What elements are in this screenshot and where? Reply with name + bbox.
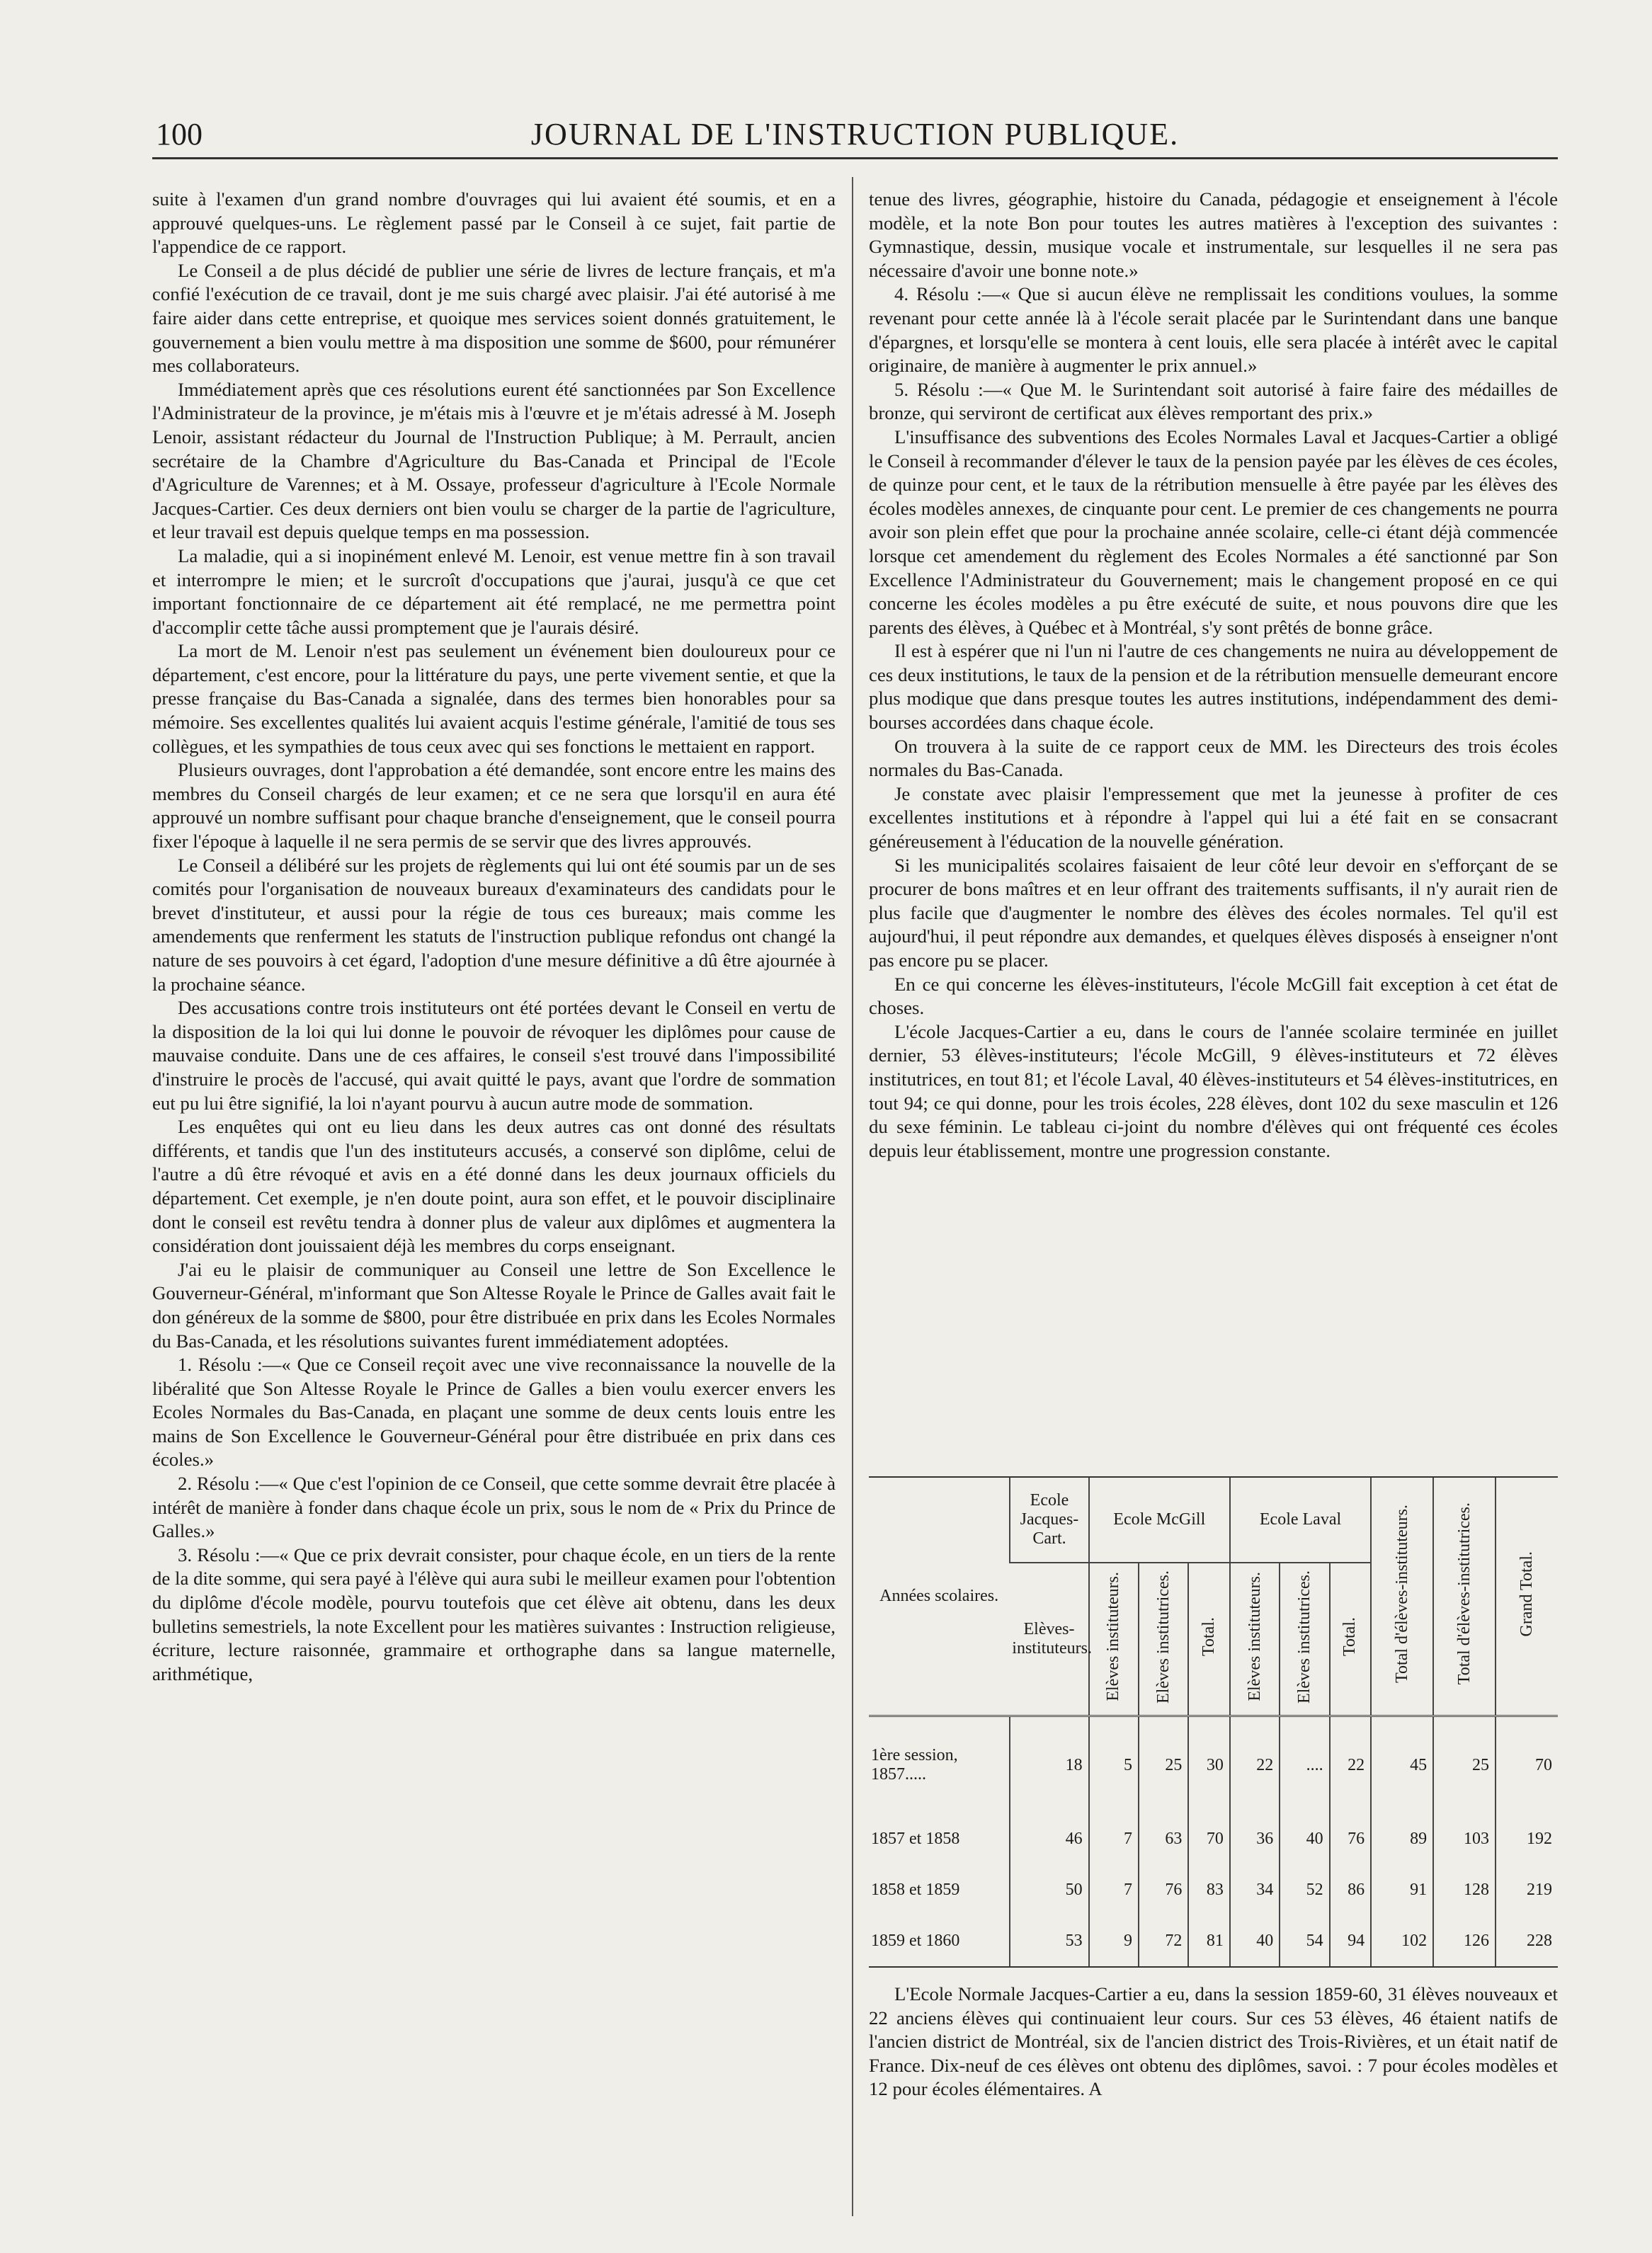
- cell-gt: 219: [1496, 1864, 1558, 1915]
- header-laval-total: Total.: [1340, 1617, 1360, 1656]
- cell-lv_i: 34: [1230, 1864, 1280, 1915]
- cell-t_i: 89: [1371, 1813, 1433, 1864]
- cell-lv_t: 94: [1330, 1915, 1372, 1966]
- cell-mg_t: 30: [1188, 1716, 1230, 1814]
- cell-t_f: 103: [1433, 1813, 1496, 1864]
- cell-mg_f: 76: [1139, 1864, 1188, 1915]
- header-laval-institutrices: Elèves institutrices.: [1294, 1570, 1314, 1704]
- table-row: [869, 1813, 1558, 1864]
- paragraph: J'ai eu le plaisir de communiquer au Conseil une lettre de Son Excellence le Gouverneur-Général, m'informant que Son Altesse Royale le Prince de Galles avait fait le don généreux de la somme de $800, pour être distribuée en prix dans les Ecoles Normales du Bas-Canada, et les résolutions suivantes furent immédiatement adoptées.: [152, 1258, 836, 1352]
- cell-gt: 228: [1496, 1915, 1558, 1966]
- header-mcgill: Ecole McGill: [1089, 1478, 1230, 1563]
- header-laval: Ecole Laval: [1230, 1478, 1371, 1563]
- paragraph: 5. Résolu :—« Que M. le Surintendant soit autorisé à faire faire des médailles de bronze, qui serviront de certificat aux élèves remportant des prix.»: [869, 378, 1558, 424]
- table-row: [869, 1716, 1558, 1814]
- paragraph: La maladie, qui a si inopinément enlevé M. Lenoir, est venue mettre fin à son travail et interrompre le mien; et le surcroît d'occupations que j'aurai, jusqu'à ce que cet important fonctionnaire de ce département ait été remplacé, ne me permettra point d'accomplir cette tâche aussi promptement que je l'aurais désiré.: [152, 544, 836, 638]
- paragraph: Immédiatement après que ces résolutions eurent été sanctionnées par Son Excellence l'Administrateur de la province, je m'étais mis à l'œuvre et je m'étais adressé à M. Joseph Lenoir, assistant rédacteur du Journal de l'Instruction Publique; à M. Perrault, ancien secrétaire de la Chambre d'Agriculture du Bas-Canada et Principal de l'Ecole d'Agriculture de Varennes; et à M. Ossaye, professeur d'agriculture à l'Ecole Normale Jacques-Cartier. Ces deux derniers ont bien voulu se charger de la partie de l'agriculture, et leur travail est depuis quelque temps en ma possession.: [152, 378, 836, 543]
- paragraph: Je constate avec plaisir l'empressement que met la jeunesse à profiter de ces excellentes institutions et à répondre à l'appel qui lui a été fait en se consacrant généreusement à l'éducation de la nouvelle génération.: [869, 782, 1558, 852]
- header-jc-eleves: Elèves-instituteurs.: [1012, 1620, 1092, 1658]
- paragraph: Plusieurs ouvrages, dont l'approbation a été demandée, sont encore entre les mains des membres du Conseil chargés de leur examen; et ce ne sera que lorsqu'il en aura été approuvé un nombre suffisant pour chaque branche d'enseignement, que le conseil pourra fixer l'époque à laquelle il ne sera permis de se servir que des livres approuvés.: [152, 759, 836, 852]
- column-divider: [852, 177, 853, 2216]
- paragraph: Il est à espérer que ni l'un ni l'autre de ces changements ne nuira au développement de ces deux institutions, le taux de la pension et de la rétribution mensuelle demeurant encore plus modique que dans presque toutes les autres institutions, indépendamment des demi-bourses accordées dans chaque école.: [869, 640, 1558, 734]
- header-laval-instituteurs: Elèves instituteurs.: [1245, 1572, 1264, 1701]
- cell-jc: 18: [1010, 1716, 1088, 1814]
- cell-lv_f: 54: [1280, 1915, 1329, 1966]
- cell-lv_i: 40: [1230, 1915, 1280, 1966]
- paragraph: L'Ecole Normale Jacques-Cartier a eu, dans la session 1859-60, 31 élèves nouveaux et 22 anciens élèves qui continuaient leur cours. Sur ces 53 élèves, 46 étaient natifs de l'ancien district de Montréal, six de l'ancien district des Trois-Rivières, et un était natif de France. Dix-neuf de ces élèves ont obtenu des diplômes, savoi. : 7 pour écoles modèles et 12 pour écoles élémentaires. A: [869, 1983, 1558, 2100]
- right-column: [869, 188, 1558, 1448]
- paragraph: Le Conseil a délibéré sur les projets de règlements qui lui ont été soumis par un de ses comités pour l'organisation de nouveaux bureaux d'examinateurs des candidats pour le brevet d'instituteur, et aussi pour la régie de tous ces bureaux; mais comme les amendements que renferment les statuts de l'instruction publique refondus ont changé la nature de ses pouvoirs à cet égard, l'adoption d'une mesure définitive a dû être ajournée à la prochaine séance.: [152, 854, 836, 995]
- journal-title: JOURNAL DE L'INSTRUCTION PUBLIQUE.: [530, 117, 1180, 152]
- header-mcgill-instituteurs: Elèves instituteurs.: [1104, 1572, 1123, 1701]
- cell-mg_f: 25: [1139, 1716, 1188, 1814]
- table-row: [869, 1864, 1558, 1915]
- right-column-continued: [869, 1983, 1558, 2209]
- cell-mg_f: 63: [1139, 1813, 1188, 1864]
- paragraph: Si les municipalités scolaires faisaient de leur côté leur devoir en s'efforçant de se procurer de bons maîtres et en leur offrant des traitements suffisants, il n'y aurait rien de plus facile que d'augmenter le nombre des élèves des écoles normales. Tel qu'il est aujourd'hui, il peut répondre aux demandes, et quelques élèves disposés à enseigner n'ont pas encore pu se placer.: [869, 854, 1558, 971]
- cell-lv_t: 76: [1330, 1813, 1372, 1864]
- cell-t_f: 25: [1433, 1716, 1496, 1814]
- paragraph: 3. Résolu :—« Que ce prix devrait consister, pour chaque école, en un tiers de la rente de la dite somme, qui sera payé à l'élève qui aura subi le meilleur examen pour l'obtention du diplôme d'école modèle, pourvu toutefois que cet élève ait obtenu, dans les deux bulletins semestriels, la note Excellent pour les matières suivantes : Instruction religieuse, écriture, lecture raisonnée, grammaire et orthographe dans sa langue maternelle, arithmétique,: [152, 1544, 836, 1684]
- cell-mg_i: 9: [1089, 1915, 1139, 1966]
- cell-t_f: 126: [1433, 1915, 1496, 1966]
- cell-t_i: 91: [1371, 1864, 1433, 1915]
- paragraph: Des accusations contre trois instituteurs ont été portées devant le Conseil en vertu de la disposition de la loi qui lui donne le pouvoir de révoquer les diplômes pour cause de mauvaise conduite. Dans une de ces affaires, le conseil s'est trouvé dans l'impossibilité d'instruire le procès de l'accusé, qui avait quitté le pays, avant que l'ordre de sommation eut pu lui être signifié, la loi n'ayant pourvu à aucun autre mode de sommation.: [152, 997, 836, 1114]
- cell-lv_i: 36: [1230, 1813, 1280, 1864]
- paragraph: L'insuffisance des subventions des Ecoles Normales Laval et Jacques-Cartier a obligé le Conseil à recommander d'élever le taux de la pension payée par les élèves de ces écoles, de quinze pour cent, et le taux de la rétribution mensuelle à être payée par les élèves des écoles modèles annexes, de cinquante pour cent. Le premier de ces changements ne pourra avoir son plein effet que pour la prochaine année scolaire, celle-ci étant déjà commencée lorsque cet amendement du règlement des Ecoles Normales a été sanctionné par Son Excellence l'Administrateur du Gouvernement; mais le changement proposé en ce qui concerne les écoles modèles a pu être exécuté de suite, et nous pouvons dire que les parents des élèves, à Québec et à Montréal, s'y sont prêtés de bonne grâce.: [869, 426, 1558, 638]
- cell-mg_t: 81: [1188, 1915, 1230, 1966]
- cell-t_f: 128: [1433, 1864, 1496, 1915]
- paragraph: 2. Résolu :—« Que c'est l'opinion de ce Conseil, que cette somme devrait être placée à intérêt de manière à fonder dans chaque école un prix, sous le nom de « Prix du Prince de Galles.»: [152, 1473, 836, 1542]
- cell-mg_t: 83: [1188, 1864, 1230, 1915]
- paragraph: On trouvera à la suite de ce rapport ceux de MM. les Directeurs des trois écoles normales du Bas-Canada.: [869, 735, 1558, 781]
- cell-gt: 192: [1496, 1813, 1558, 1864]
- row-year: 1857 et 1858: [871, 1829, 960, 1848]
- cell-lv_t: 22: [1330, 1716, 1372, 1814]
- cell-jc: 53: [1010, 1915, 1088, 1966]
- table-row: [869, 1915, 1558, 1966]
- cell-mg_i: 7: [1089, 1864, 1139, 1915]
- cell-t_i: 102: [1371, 1915, 1433, 1966]
- header-mcgill-institutrices: Elèves institutrices.: [1153, 1570, 1173, 1704]
- paragraph: 4. Résolu :—« Que si aucun élève ne remplissait les conditions voulues, la somme revenant pour cette année là à l'école serait placée par le Surintendant dans une banque d'épargnes, et lorsqu'elle se montera à cent louis, elle sera placée à intérêt avec le capital originaire, de manière à augmenter le prix annuel.»: [869, 283, 1558, 377]
- header-grand-total: Grand Total.: [1517, 1551, 1536, 1637]
- cell-jc: 50: [1010, 1864, 1088, 1915]
- cell-lv_f: ....: [1280, 1716, 1329, 1814]
- paragraph: Le Conseil a de plus décidé de publier une série de livres de lecture français, et m'a confié l'exécution de ce travail, dont je me suis chargé avec plaisir. J'ai été autorisé à me faire aider dans cette entreprise, et quoique mes services soient donnés gratuitement, le gouvernement a bien voulu mettre à ma disposition une somme de $600, pour rémunérer mes collaborateurs.: [152, 259, 836, 377]
- page-header: [152, 106, 1558, 159]
- header-jacques-cartier: Ecole Jacques-Cart.: [1010, 1478, 1088, 1563]
- cell-mg_f: 72: [1139, 1915, 1188, 1966]
- paragraph: En ce qui concerne les élèves-instituteurs, l'école McGill fait exception à cet état de choses.: [869, 973, 1558, 1019]
- paragraph: tenue des livres, géographie, histoire du Canada, pédagogie et enseignement à l'école modèle, et la note Bon pour toutes les autres matières à l'exception des suivantes : Gymnastique, dessin, musique vocale et instrumentale, sur lesquelles il ne sera pas nécessaire d'avoir une bonne note.»: [869, 188, 1558, 281]
- header-mcgill-total: Total.: [1200, 1617, 1219, 1656]
- cell-lv_f: 52: [1280, 1864, 1329, 1915]
- cell-t_i: 45: [1371, 1716, 1433, 1814]
- cell-jc: 46: [1010, 1813, 1088, 1864]
- paragraph: 1. Résolu :—« Que ce Conseil reçoit avec une vive reconnaissance la nouvelle de la libéralité que Son Altesse Royale le Prince de Galles a bien voulu exercer envers les Ecoles Normales du Bas-Canada, en plaçant une somme de deux cents louis entre les mains de Son Excellence le Gouverneur-Général pour être distribuée en prix dans ces écoles.»: [152, 1354, 836, 1471]
- paragraph: La mort de M. Lenoir n'est pas seulement un événement bien douloureux pour ce département, c'est encore, pour la littérature du pays, une perte vivement sentie, et que la presse française du Bas-Canada a signalée, dans des termes bien honorables pour sa mémoire. Ses excellentes qualités lui avaient acquis l'estime générale, l'amitié de tous ses collègues, et les sympathies de tous ceux avec qui ses fonctions le mettaient en rapport.: [152, 640, 836, 757]
- paragraph: L'école Jacques-Cartier a eu, dans le cours de l'année scolaire terminée en juillet dernier, 53 élèves-instituteurs; l'école McGill, 9 élèves-instituteurs et 72 élèves institutrices, en tout 81; et l'école Laval, 40 élèves-instituteurs et 54 élèves-institutrices, en tout 94; ce qui donne, pour les trois écoles, 228 élèves, dont 102 du sexe masculin et 126 du sexe féminin. Le tableau ci-joint du nombre d'élèves qui ont fréquenté ces écoles depuis leur établissement, montre une progression constante.: [869, 1020, 1558, 1161]
- row-year: 1858 et 1859: [871, 1880, 960, 1899]
- paragraph: Les enquêtes qui ont eu lieu dans les deux autres cas ont donné des résultats différents, et tandis que l'un des instituteurs accusés, a conservé son diplôme, celui de l'autre a dû être révoqué et avis en a été donné dans les deux journaux officiels du département. Cet exemple, je n'en doute point, aura son effet, et le pouvoir disciplinaire dont le conseil est revêtu tendra à donner plus de valeur aux diplômes et augmentera la considération dont jouissaient déjà les membres du corps enseignant.: [152, 1116, 836, 1257]
- page-number: 100: [156, 117, 203, 152]
- row-year: 1ère session, 1857.....: [869, 1716, 1010, 1814]
- cell-lv_f: 40: [1280, 1813, 1329, 1864]
- header-annees: Années scolaires.: [869, 1478, 1010, 1716]
- header-total-instituteurs: Total d'élèves-instituteurs.: [1392, 1505, 1411, 1683]
- left-column: [152, 188, 836, 2213]
- cell-lv_i: 22: [1230, 1716, 1280, 1814]
- cell-lv_t: 86: [1330, 1864, 1372, 1915]
- cell-mg_i: 7: [1089, 1813, 1139, 1864]
- header-total-institutrices: Total d'élèves-institutrices.: [1454, 1502, 1474, 1685]
- enrolment-table: [869, 1476, 1558, 1968]
- cell-mg_t: 70: [1188, 1813, 1230, 1864]
- cell-mg_i: 5: [1089, 1716, 1139, 1814]
- paragraph: suite à l'examen d'un grand nombre d'ouvrages qui lui avaient été soumis, et en a approuvé quelques-uns. Le règlement passé par le Conseil à ce sujet, fait partie de l'appendice de ce rapport.: [152, 188, 836, 258]
- row-year: 1859 et 1860: [871, 1931, 960, 1950]
- cell-gt: 70: [1496, 1716, 1558, 1814]
